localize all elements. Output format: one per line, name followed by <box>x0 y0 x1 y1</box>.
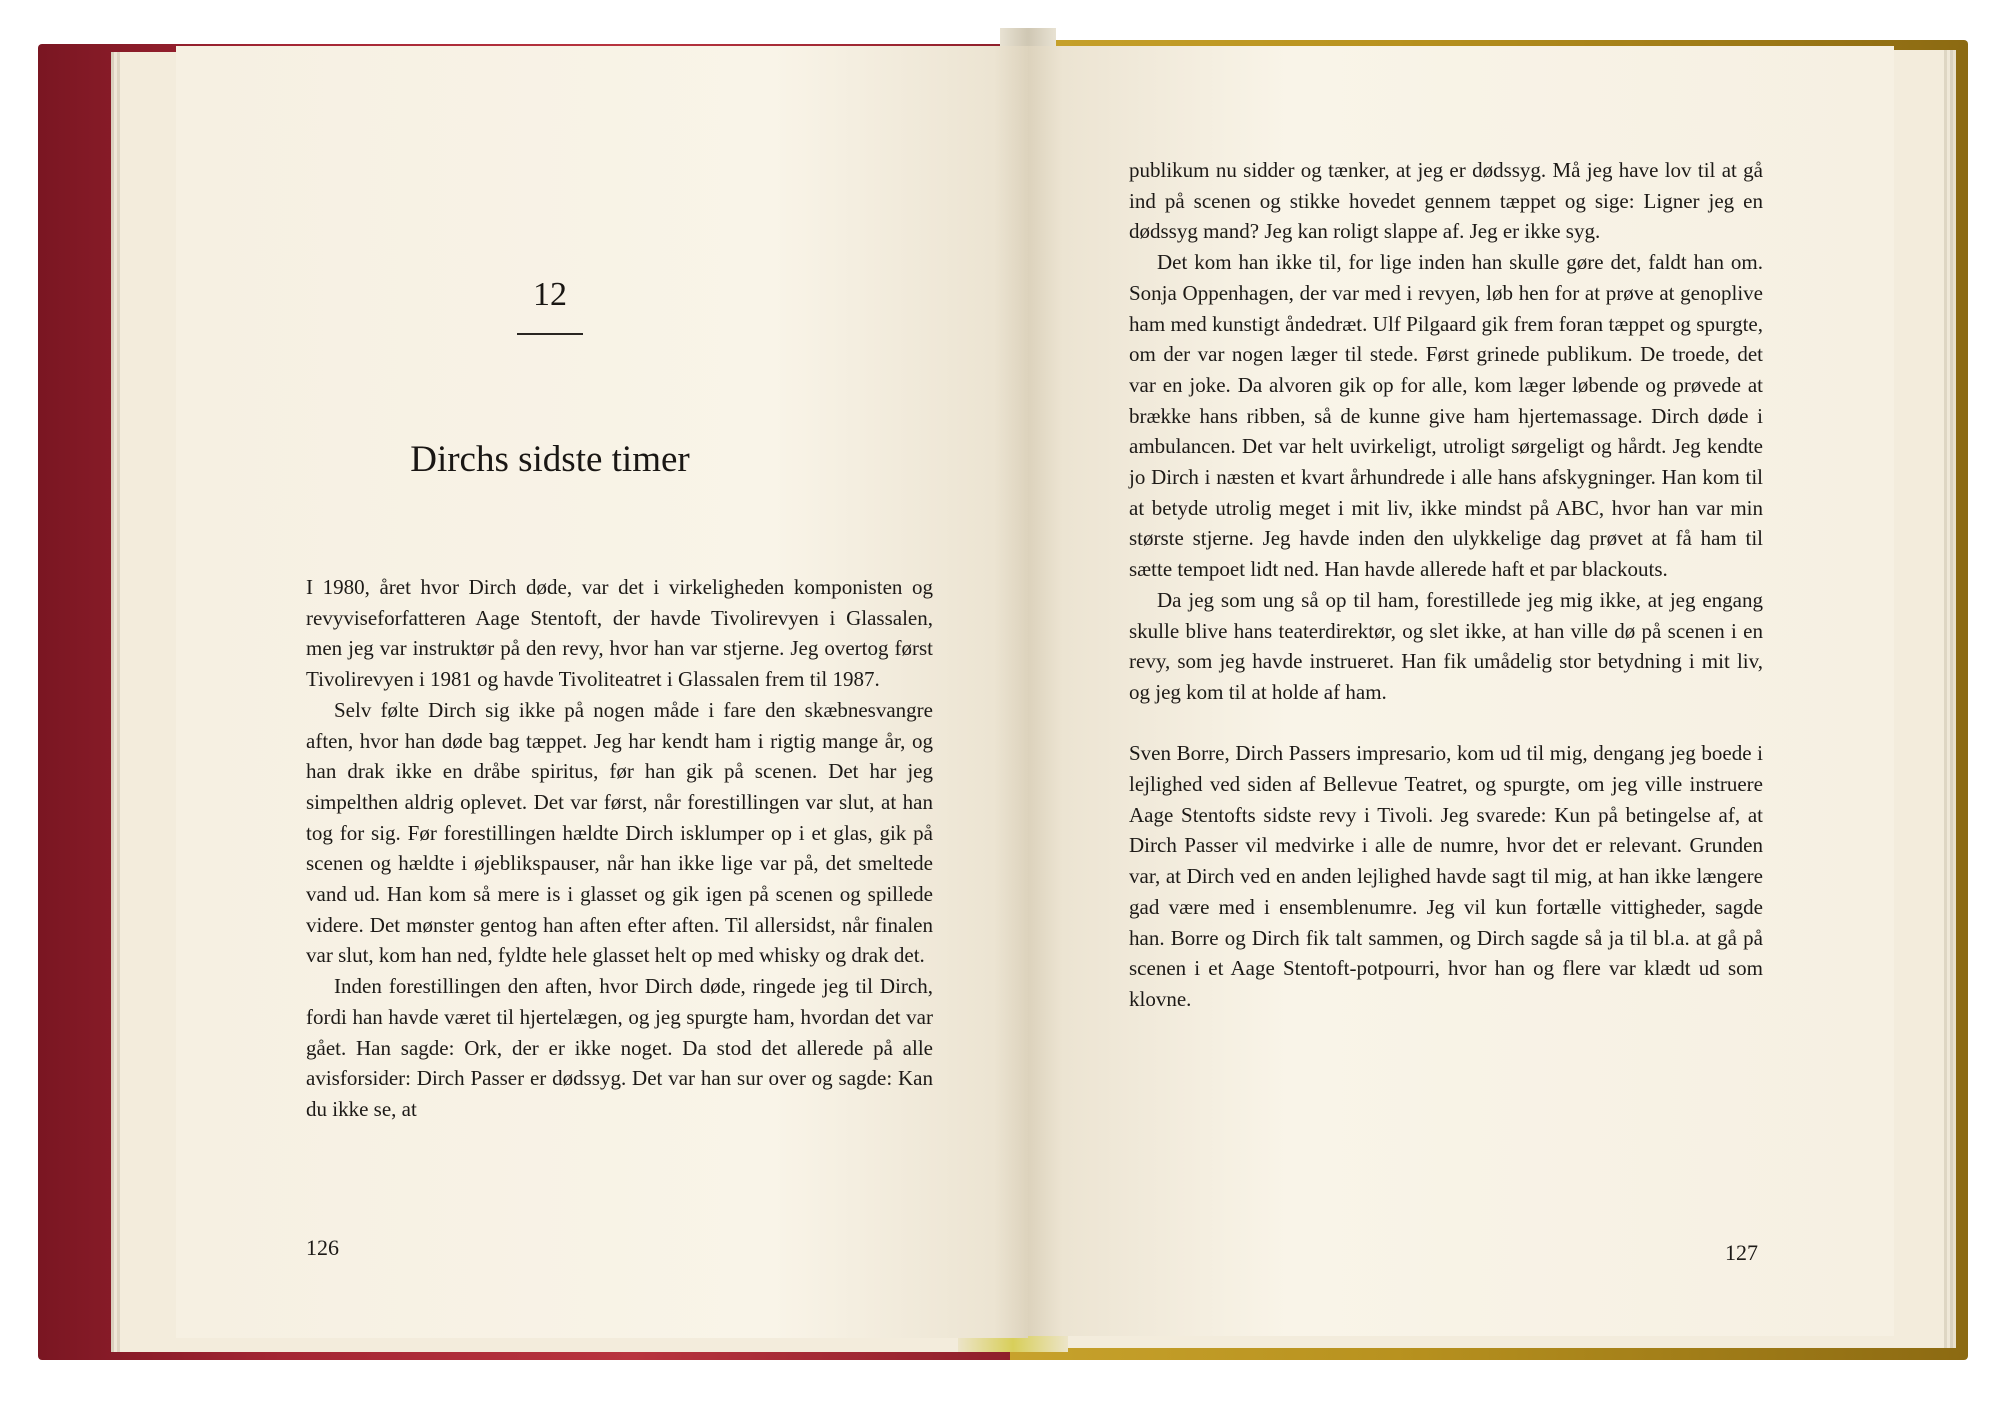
page-number-right: 127 <box>1725 1240 1758 1265</box>
chapter-rule <box>517 333 583 335</box>
chapter-title: Dirchs sidste timer <box>410 439 690 480</box>
paragraph: Selv følte Dirch sig ikke på nogen måde i fare den skæbnesvangre aften, hvor han døde bag tæppet. Jeg har kendt ham i rigtig mange år, og han drak ikke en dråbe spiritus, før han gik på scenen. Det har jeg simpelthen aldrig oplevet. Det var først, når forestillingen var slut, at han tog for sig. Før forestillingen hældte Dirch isklumper op i et glas, gik på scenen og hældte i øjeblikspauser, når han ikke lige var på, det smeltede vand ud. Han kom så mere is i glasset og gik igen på scenen og spillede videre. Det mønster gentog han aften efter aften. Til allersidst, når finalen var slut, kom han ned, fyldte hele glasset helt op med whisky og drak det. <box>306 697 933 968</box>
spine-top <box>1000 28 1056 48</box>
paragraph: Det kom han ikke til, for lige inden han skulle gøre det, faldt han om. Sonja Oppenhagen, der var med i revyen, løb hen for at prøve at genoplive ham med kunstigt åndedræt. Ulf Pilgaard gik frem foran tæppet og spurgte, om der var nogen læger til stede. Først grinede publikum. De troede, det var en joke. Da alvoren gik op for alle, kom læger løbende og prøvede at brække hans ribben, så de kunne give ham hjertemassage. Dirch døde i ambulancen. Det var helt uvirkeligt, utroligt sørgeligt og hårdt. Jeg kendte jo Dirch i næsten et kvart århundrede i alle hans afskygninger. Han kom til at betyde utrolig meget i mit liv, ikke mindst på ABC, hvor han var min største stjerne. Jeg havde inden den ulykkelige dag prøvet at få ham til sætte tempoet lidt ned. Han havde allerede haft et par blackouts. <box>1129 250 1763 582</box>
paragraph: Inden forestillingen den aften, hvor Dirch døde, ringede jeg til Dirch, fordi han havde været til hjertelægen, og jeg spurgte ham, hvordan det var gået. Han sagde: Ork, der er ikke noget. Da stod det allerede på alle avisforsider: Dirch Passer er dødssyg. Det var han sur over og sagde: Kan du ikke se, at <box>306 974 933 1121</box>
paragraph: publikum nu sidder og tænker, at jeg er dødssyg. Må jeg have lov til at gå ind på scenen og stikke hovedet gennem tæppet og sige: Ligner jeg en dødssyg mand? Jeg kan roligt slappe af. Jeg er ikke syg. <box>1129 158 1763 244</box>
paragraph: I 1980, året hvor Dirch døde, var det i virkeligheden komponisten og revyviseforfatteren Aage Stentoft, der havde Tivolirevyen i Glassalen, men jeg var instruktør på den revy, hvor han var stjerne. Jeg overtog først Tivolirevyen i 1981 og havde Tivoliteatret i Glassalen frem til 1987. <box>306 575 933 692</box>
right-body-text <box>1129 155 1763 1015</box>
left-body-text <box>306 572 933 1125</box>
paragraph: Da jeg som ung så op til ham, forestillede jeg mig ikke, at jeg engang skulle blive hans teaterdirektør, og slet ikke, at han ville dø på scenen i en revy, som jeg havde instrueret. Han fik umådelig stor betydning i mit liv, og jeg kom til at holde af ham. <box>1129 587 1763 704</box>
paragraph: Sven Borre, Dirch Passers impresario, kom ud til mig, dengang jeg boede i lejlighed ved siden af Bellevue Teatret, og spurgte, om jeg ville instruere Aage Stentofts sidste revy i Tivoli. Jeg svarede: Kun på betingelse af, at Dirch Passer vil medvirke i alle de numre, hvor det er relevant. Grunden var, at Dirch ved en anden lejlighed havde sagt til mig, at han ikke længere gad være med i ensemblenumre. Jeg vil kun fortælle vittigheder, sagde han. Borre og Dirch fik talt sammen, og Dirch sagde så ja til bl.a. at gå på scenen i et Aage Stentoft-potpourri, hvor han og flere var klædt ud som klovne. <box>1129 741 1763 1011</box>
chapter-number: 12 <box>533 276 567 313</box>
page-number-left: 126 <box>306 1235 339 1260</box>
